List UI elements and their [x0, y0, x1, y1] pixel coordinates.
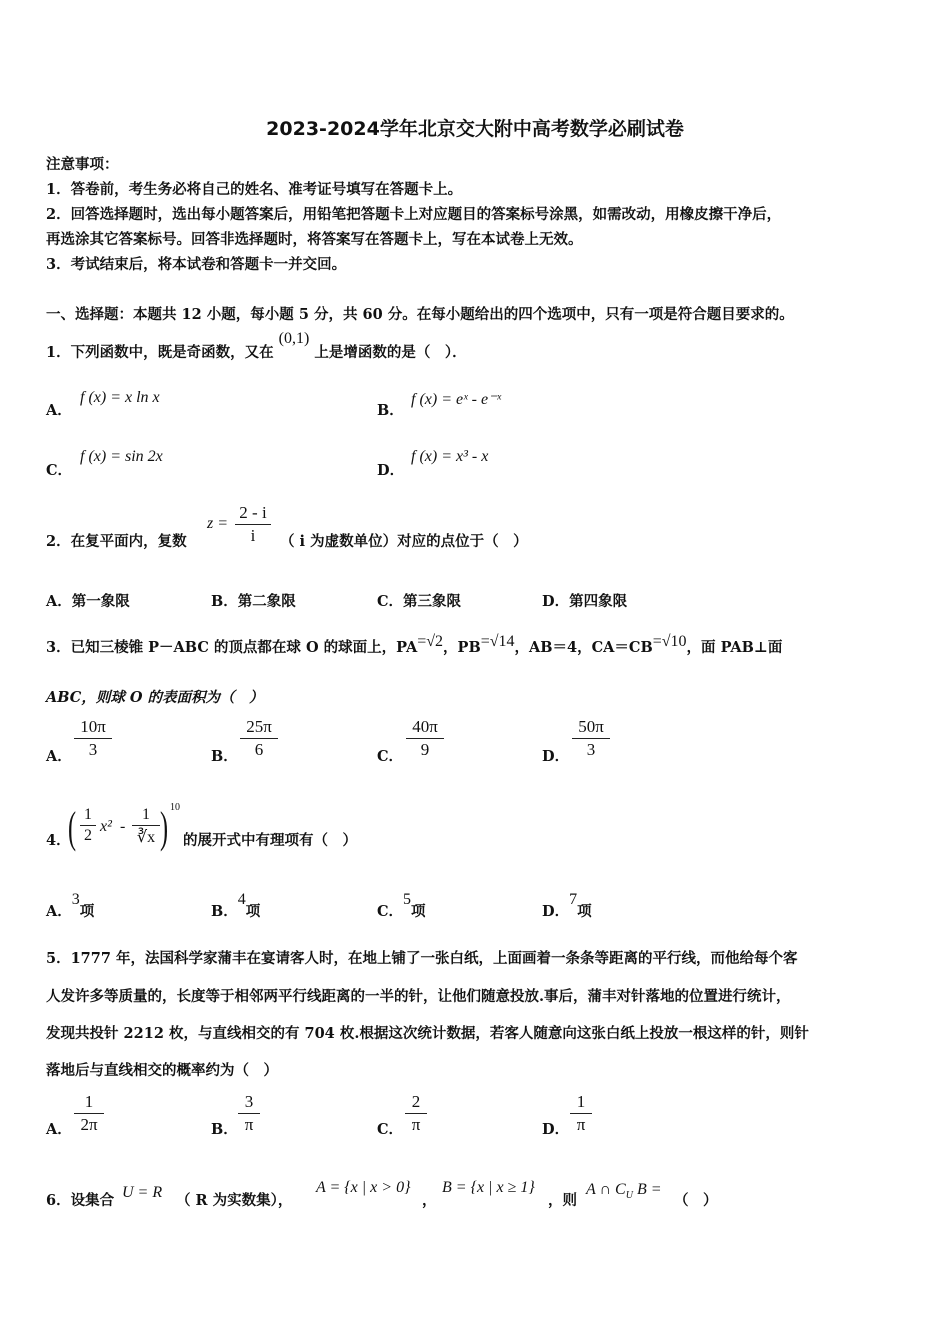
- q2-numerator: 2 - i: [235, 503, 271, 525]
- q1-option-b: f (x) = eˣ - e⁻ˣ: [411, 391, 502, 408]
- right-paren: ): [160, 803, 169, 852]
- q5-line: 发现共投针 2212 枚，与直线相交的有 704 枚.根据这次统计数据，若客人随意向这张白纸上投放一根这样的针，则针: [46, 1025, 809, 1042]
- q6-set-b: B = {x | x ≥ 1}: [442, 1179, 535, 1196]
- q3-stem: 3．已知三棱锥 P－ABC 的顶点都在球 O 的球面上，PA=√2，PB=√14，AB＝4，CA＝CB=√10，面 PAB⊥面: [46, 633, 783, 656]
- q4-power: 10: [170, 802, 180, 813]
- q4-expression: [68, 800, 180, 860]
- q6-tail: （ ）: [674, 1192, 718, 1209]
- q2-stem-a: 2．在复平面内，复数: [46, 533, 187, 550]
- q2-option-c: C．第三象限: [377, 593, 462, 610]
- q5-option-d-fraction: $\frac{1}{\pi}$: [570, 1092, 592, 1135]
- q3-option-d-label: D．: [542, 748, 570, 765]
- q4-x2: x²: [100, 818, 112, 835]
- q1-option-c: f (x) = sin 2x: [80, 448, 163, 465]
- q5-line: 5．1777 年，法国科学家蒲丰在宴请客人时，在地上铺了一张白纸，上面画着一条条等距离的平行线，而他给每个客: [46, 950, 798, 967]
- q1-option-d: f (x) = x³ - x: [411, 448, 489, 465]
- q5-option-c-fraction: $\frac{2}{\pi}$: [405, 1092, 427, 1135]
- q5-option-c-label: C．: [377, 1121, 404, 1138]
- q1-interval: (0,1): [278, 330, 310, 347]
- q6-universe: U = R: [122, 1184, 163, 1201]
- q6-set-a: A = {x | x > 0}: [316, 1179, 411, 1196]
- q5-option-a-label: A．: [46, 1121, 72, 1138]
- q2-fraction: [235, 503, 271, 546]
- q4-minus: -: [120, 818, 126, 835]
- q3-option-c-label: C．: [377, 748, 404, 765]
- q4-option-a: A．3项: [46, 891, 95, 920]
- q4-half: $\frac{1}{2}$: [80, 806, 96, 845]
- q2-stem-b: （ i 为虚数单位）对应的点位于（ ）: [280, 533, 528, 550]
- q2-denominator: i: [250, 526, 256, 545]
- q3-option-a-fraction: $\frac{10\pi}{3}$: [74, 717, 112, 760]
- q5-option-a-fraction: $\frac{1}{2\pi}$: [74, 1092, 104, 1135]
- page-title: 2023-2024学年北京交大附中高考数学必刷试卷: [266, 118, 684, 140]
- section-heading: 一、选择题：本题共 12 小题，每小题 5 分，共 60 分。在每小题给出的四个选项中，只有一项是符合题目要求的。: [46, 306, 794, 323]
- notice-heading: 注意事项：: [46, 156, 119, 173]
- q5-line: 人发许多等质量的，长度等于相邻两平行线距离的一半的针，让他们随意投放.事后，蒲丰对针落地的位置进行统计，: [46, 988, 791, 1005]
- q1-option-a: f (x) = x ln x: [80, 389, 160, 406]
- q1-option-d-label: D．: [377, 462, 405, 479]
- q6-comma: ，: [422, 1192, 437, 1209]
- q6-expression: A ∩ $C_U$ B =: [586, 1181, 662, 1202]
- q2-option-d: D．第四象限: [542, 593, 628, 610]
- q3-option-b-fraction: $\frac{25\pi}{6}$: [240, 717, 278, 760]
- q4-root-fraction: $\frac{1}{∛x}$: [132, 806, 160, 847]
- q4-option-b: B．4项: [211, 891, 261, 920]
- q1-option-c-label: C．: [46, 462, 73, 479]
- q2-option-a: A．第一象限: [46, 593, 130, 610]
- notice-item: 再选涂其它答案标号。回答非选择题时，将答案写在答题卡上，写在本试卷上无效。: [46, 231, 583, 248]
- q3-option-c-fraction: $\frac{40\pi}{9}$: [406, 717, 444, 760]
- notice-item: 2．回答选择题时，选出每小题答案后，用铅笔把答题卡上对应题目的答案标号涂黑，如需改动，用橡皮擦干净后，: [46, 206, 782, 223]
- q6-stem-c: ，则: [548, 1192, 577, 1209]
- q3-option-d-fraction: $\frac{50\pi}{3}$: [572, 717, 610, 760]
- q6-stem-b: （ R 为实数集），: [176, 1192, 293, 1209]
- q1-option-b-label: B．: [377, 402, 404, 419]
- q6-stem-a: 6．设集合: [46, 1192, 115, 1209]
- notice-item: 3．考试结束后，将本试卷和答题卡一并交回。: [46, 256, 347, 273]
- notice-item: 1．答卷前，考生务必将自己的姓名、准考证号填写在答题卡上。: [46, 181, 463, 198]
- q2-z: z =: [207, 515, 229, 532]
- q4-label: 4．: [46, 832, 71, 849]
- q3-option-b-label: B．: [211, 748, 238, 765]
- q4-option-d: D．7项: [542, 891, 592, 920]
- q1-option-a-label: A．: [46, 402, 72, 419]
- q3-option-a-label: A．: [46, 748, 72, 765]
- q5-option-b-label: B．: [211, 1121, 238, 1138]
- q3-stem-line2: ABC，则球 O 的表面积为（ ）: [46, 689, 264, 706]
- q5-option-d-label: D．: [542, 1121, 570, 1138]
- q2-option-b: B．第二象限: [211, 593, 296, 610]
- q5-option-b-fraction: $\frac{3}{\pi}$: [238, 1092, 260, 1135]
- q5-line: 落地后与直线相交的概率约为（ ）: [46, 1062, 278, 1079]
- q4-option-c: C．5项: [377, 891, 426, 920]
- q1-stem: 1．下列函数中，既是奇函数，又在 (0,1) 上是增函数的是（ ）．: [46, 330, 467, 361]
- q4-stem: 的展开式中有理项有（ ）: [183, 832, 357, 849]
- left-paren: (: [68, 803, 77, 852]
